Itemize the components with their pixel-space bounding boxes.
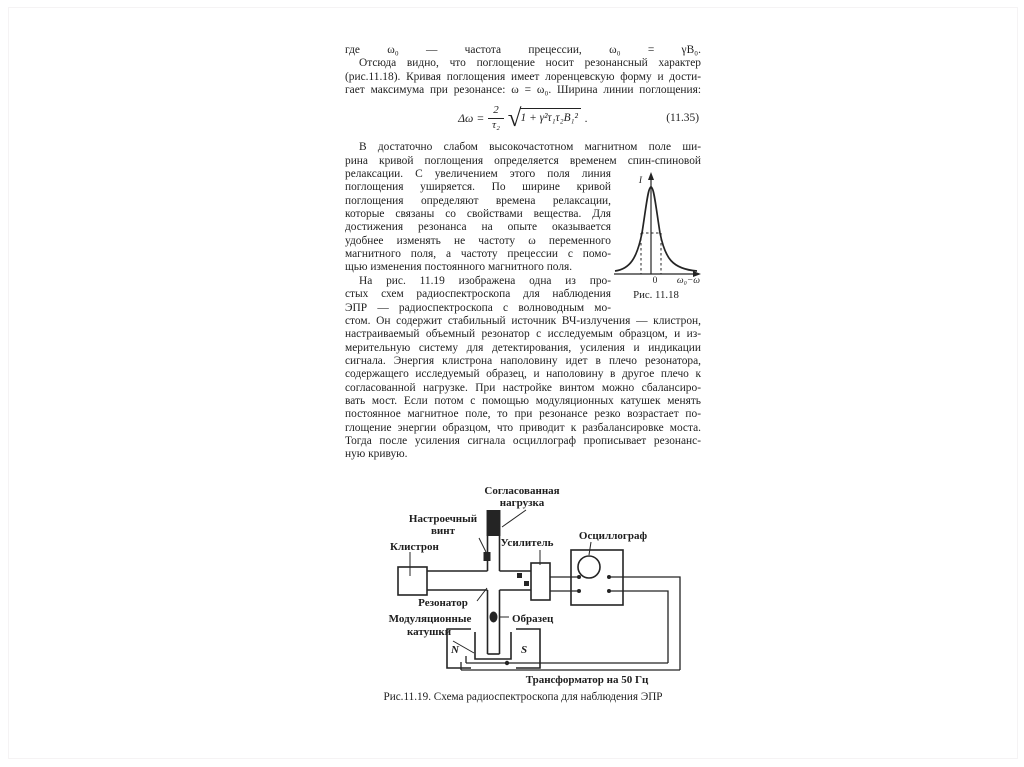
- text-line: глощение энергии образцом, что приводит к разбалансировке моста.: [345, 421, 701, 434]
- text-line: рина кривой поглощения определяется временем спин-спиновой: [345, 154, 701, 167]
- pointer-matched-load: [502, 510, 526, 527]
- radical-sign: √: [507, 104, 522, 132]
- narrow-text-column: [345, 168, 611, 315]
- junction-dot: [505, 660, 509, 664]
- equation-11-35: [345, 101, 701, 135]
- terminal-dot: [577, 589, 581, 593]
- text-line: мерительную систему для детектирования, усиления и индикации: [345, 341, 701, 354]
- fraction-numerator: 2: [488, 105, 504, 119]
- text-line: (рис.11.18). Кривая поглощения имеет лоренцевскую форму и дости-: [345, 70, 701, 83]
- equation-body: [458, 105, 588, 131]
- pointer-tuning-screw: [479, 538, 486, 552]
- sample-dot: [490, 611, 498, 622]
- absorption-curve-plot: [611, 171, 701, 285]
- text-line: согласованной нагрузке. При настройке винтом можно сбалансиро-: [345, 381, 701, 394]
- text-line: В достаточно слабом высокочастотном магнитном поле ши-: [359, 141, 701, 154]
- matched-load-label: нагрузка: [499, 496, 545, 509]
- text-line: щью изменения постоянного магнитного поля.: [345, 261, 573, 274]
- text-line: магнитного поля, а частоту прецессии с помо-: [345, 248, 611, 261]
- radiospectroscope-schematic: [383, 484, 703, 689]
- amplifier-label: Усилитель: [500, 536, 554, 549]
- klystron-label: Клистрон: [390, 540, 439, 553]
- text-line: сигнала. Энергия клистрона наполовину идет в плечо резонатора,: [345, 354, 701, 367]
- y-axis-label: I: [638, 176, 642, 187]
- x-axis-label: ω₀−ω: [676, 276, 700, 286]
- origin-label: 0: [652, 276, 658, 286]
- mod-coils-label: Модуляционные: [388, 612, 472, 625]
- sample-label: Образец: [512, 612, 554, 625]
- mod-coils-label: катушки: [406, 625, 452, 638]
- text-line: Отсюда видно, что поглощение носит резонансный характер: [359, 57, 701, 70]
- tuning-screw-mark: [484, 552, 491, 561]
- text-line: постоянное магнитное поле, то при резонансе резко возрастает по-: [345, 408, 701, 421]
- text-line: удобнее изменять не частоту ω переменного: [345, 234, 611, 247]
- modulation-coil-cup: [475, 632, 511, 659]
- tuning-screw-label: Настроечный: [408, 512, 478, 525]
- figure-11-19-caption: Рис.11.19. Схема радиоспектроскопа для наблюдения ЭПР: [383, 690, 663, 703]
- oscilloscope-screen: [578, 556, 600, 578]
- magnet-pole-s: [516, 629, 540, 668]
- figure-11-18-caption: Рис. 11.18: [633, 289, 679, 302]
- textbook-page: [345, 44, 701, 703]
- text-line: релаксации. С увеличением этого поля линия: [345, 168, 611, 181]
- figure-11-18: [611, 168, 701, 315]
- text-line: содержащего исследуемый образец, и наполовину в другое плечо к: [345, 368, 701, 381]
- radicand: 1 + γ²τ₁τ₂B₁²: [520, 108, 581, 126]
- text-line: ЭПР — радиоспектроскопа с волноводным мо-: [345, 301, 611, 314]
- y-axis-arrow: [648, 172, 654, 180]
- fraction-denominator: τ₂: [492, 118, 500, 131]
- text-line: где ω₀ — частота прецессии, ω₀ = γB₀.: [345, 44, 701, 56]
- text-line: которые связаны со свойствами вещества. Для: [345, 208, 611, 221]
- equation-radical: [507, 104, 581, 132]
- matched-load-block: [487, 510, 501, 536]
- amplifier-box: [531, 563, 550, 600]
- text-line: поглощения уширяется. По ширине кривой: [345, 181, 611, 194]
- text-line: достижения резонанса на опыте оказывается: [345, 221, 611, 234]
- pole-s-label: S: [520, 643, 528, 656]
- oscilloscope-label: Осциллограф: [578, 529, 648, 542]
- equation-period: .: [584, 110, 588, 125]
- transformer-label: Трансформатор на 50 Гц: [525, 673, 649, 686]
- loop-wire-inner: [609, 591, 668, 663]
- text-line: гает максимума при резонансе: ω = ω₀. Ширина линии поглощения:: [345, 84, 701, 97]
- figure-11-19: [383, 484, 703, 689]
- equation-lhs: Δω =: [458, 110, 485, 125]
- text-line: стом. Он содержит стабильный источник ВЧ-излучения — клистрон,: [345, 314, 701, 327]
- text-line: стых схем радиоспектроскопа для наблюдения: [345, 288, 611, 301]
- text-line: поглощения определяют времена релаксации,: [345, 194, 611, 207]
- text-line: Тогда после усиления сигнала осциллограф прописывает резонанс-: [345, 434, 701, 447]
- pointer-oscilloscope: [589, 542, 591, 555]
- equation-number: (11.35): [666, 112, 699, 125]
- detector-dot: [517, 573, 522, 578]
- text-line: настраиваемый объемный резонатор с исследуемым образцом, и из-: [345, 328, 701, 341]
- text-line: ную кривую.: [345, 448, 408, 461]
- klystron-box: [398, 567, 427, 595]
- detector-dot: [524, 581, 529, 586]
- pole-n-label: N: [451, 643, 459, 656]
- resonator-label: Резонатор: [418, 596, 468, 609]
- matched-load-label: Согласованная: [484, 484, 560, 497]
- lorentzian-curve: [615, 187, 697, 271]
- tuning-screw-label: винт: [430, 524, 456, 537]
- text-line: вать мост. Если потом с помощью модуляционных катушек менять: [345, 394, 701, 407]
- text-line: На рис. 11.19 изображена одна из про-: [359, 274, 611, 287]
- terminal-dot: [577, 575, 581, 579]
- text-with-figure-row: [345, 168, 701, 315]
- equation-fraction: [488, 105, 504, 131]
